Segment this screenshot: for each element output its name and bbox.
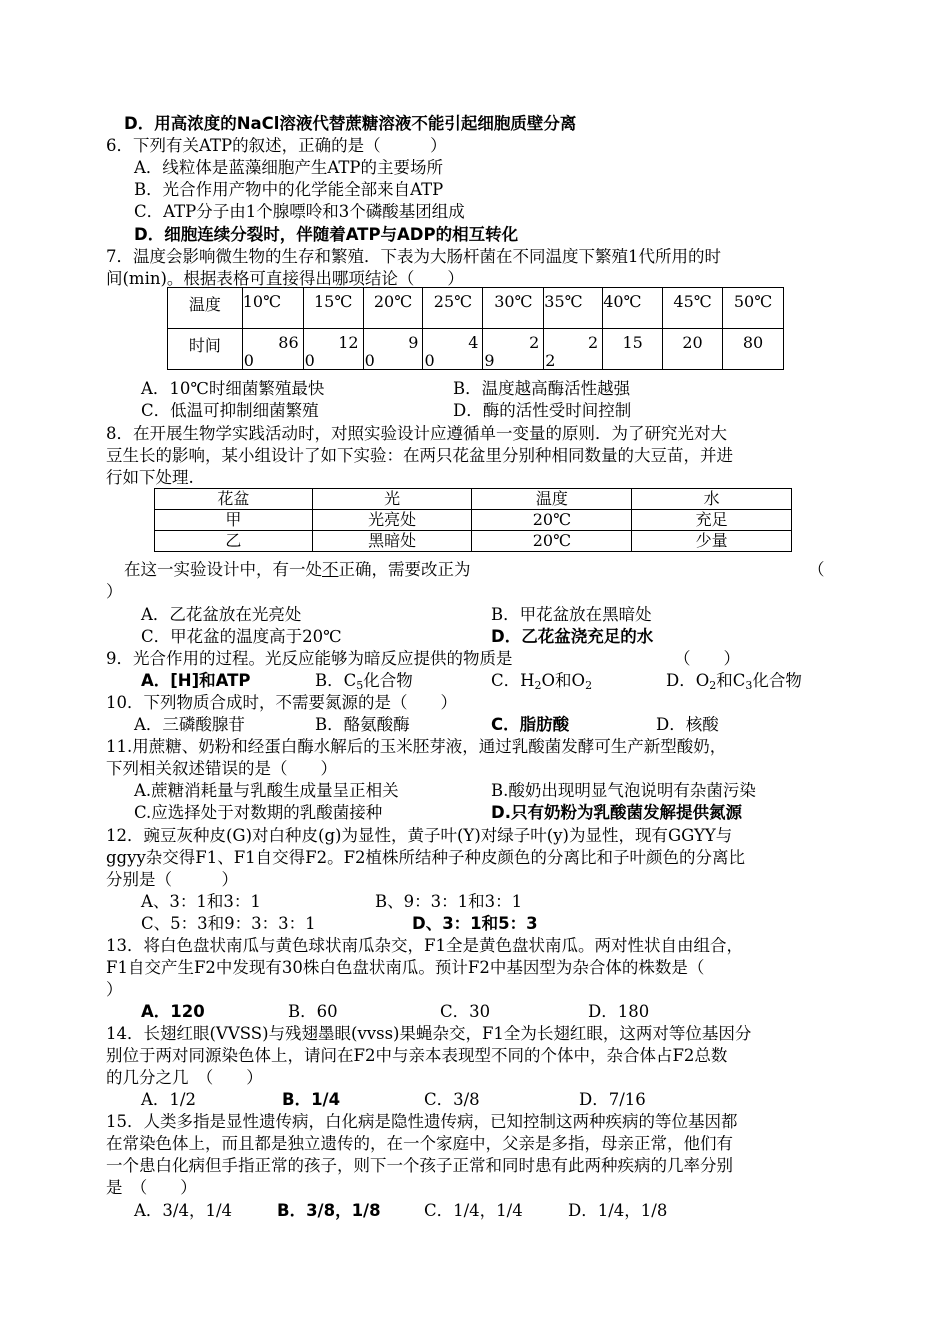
q13-option-b: B．60 xyxy=(288,1002,338,1021)
q10-option-b: B．酪氨酸酶 xyxy=(315,715,410,734)
q11-option-a: A.蔗糖消耗量与乳酸生成量呈正相关 xyxy=(134,781,399,800)
q14-option-a: A．1/2 xyxy=(141,1090,196,1109)
q9-stem: 9．光合作用的过程。光反应能够为暗反应提供的物质是 xyxy=(106,649,513,668)
q8-header-cell: 花盆 xyxy=(155,489,313,510)
q8-stem-line3: 行如下处理. xyxy=(106,468,194,487)
q7-time-value: 80 xyxy=(723,329,784,370)
q8-question-pre: 在这一实验设计中，有一处 xyxy=(124,560,322,579)
q9-d-text2: 和C xyxy=(716,671,746,690)
q8-cell: 黑暗处 xyxy=(312,531,472,552)
q11-option-d: D.只有奶粉为乳酸菌发解提供氮源 xyxy=(491,803,742,822)
q15-option-a: A．3/4，1/4 xyxy=(134,1201,233,1220)
q8-cell: 乙 xyxy=(155,531,313,552)
q6-stem: 6．下列有关ATP的叙述，正确的是（ ） xyxy=(106,136,447,155)
q8-cell: 光亮处 xyxy=(312,510,472,531)
q12-option-d: D、3：1和5：3 xyxy=(412,914,538,933)
q8-answer-paren-open: （ xyxy=(808,560,825,579)
q7-stem-line1: 7．温度会影响微生物的生存和繁殖．下表为大肠杆菌在不同温度下繁殖1代所用的时 xyxy=(106,247,721,266)
q8-option-d: D．乙花盆浇充足的水 xyxy=(491,627,654,646)
q8-experiment-table xyxy=(154,488,792,552)
q14-stem-line2: 别位于两对同源染色体上，请问在F2中与亲本表现型不同的个体中，杂合体占F2总数 xyxy=(106,1046,728,1065)
q8-header-cell: 光 xyxy=(312,489,472,510)
q9-b-text2: 化合物 xyxy=(363,671,413,690)
q7-time-value: 9 xyxy=(408,333,419,352)
q7-temp-cell: 15℃ xyxy=(303,288,363,329)
q7-temp-label: 温度 xyxy=(168,288,243,329)
q9-option-c xyxy=(491,670,592,692)
q9-option-a: A．[H]和ATP xyxy=(141,671,251,690)
q15-stem-line4: 是 （ ） xyxy=(106,1178,197,1197)
q7-time-value: 2 xyxy=(529,333,540,352)
q7-time-wrap: 2 xyxy=(545,351,556,370)
q15-option-c: C．1/4，1/4 xyxy=(424,1201,523,1220)
q10-option-d: D．核酸 xyxy=(656,715,719,734)
q7-temp-cell: 35℃ xyxy=(544,288,603,329)
q14-option-c: C．3/8 xyxy=(424,1090,480,1109)
q9-d-text: D．O xyxy=(666,671,710,690)
q8-table-row xyxy=(155,510,792,531)
q12-stem-line1: 12．豌豆灰种皮(G)对白种皮(g)为显性，黄子叶(Y)对绿子叶(y)为显性，现有GGYY与 xyxy=(106,826,733,845)
q12-stem-line2: ggyy杂交得F1、F1自交得F2。F2植株所结种子种皮颜色的分离比和子叶颜色的分离比 xyxy=(106,848,746,867)
q7-time-wrap: 0 xyxy=(424,351,435,370)
q7-temp-cell: 30℃ xyxy=(483,288,544,329)
q7-temperature-table xyxy=(167,287,784,370)
q13-stem-line2: F1自交产生F2中发现有30株白色盘状南瓜。预计F2中基因型为杂合体的株数是（ xyxy=(106,958,705,977)
q12-option-c: C、5：3和9：3：3：1 xyxy=(141,914,316,933)
q7-temp-row xyxy=(168,288,784,329)
q7-option-d: D．酶的活性受时间控制 xyxy=(453,401,632,420)
q13-stem-line1: 13．将白色盘状南瓜与黄色球状南瓜杂交，F1全是黄色盘状南瓜。两对性状自由组合， xyxy=(106,936,743,955)
q8-cell: 20℃ xyxy=(472,531,632,552)
q15-option-d: D．1/4，1/8 xyxy=(568,1201,668,1220)
q9-paren: （ ） xyxy=(674,649,740,668)
q9-c-sub2: 2 xyxy=(585,679,593,692)
q13-stem-line3: ） xyxy=(106,980,123,999)
q7-temp-cell: 40℃ xyxy=(603,288,663,329)
q7-temp-cell: 50℃ xyxy=(723,288,784,329)
q8-header-cell: 温度 xyxy=(472,489,632,510)
q7-time-value: 20 xyxy=(663,329,723,370)
q7-time-label: 时间 xyxy=(168,329,243,370)
q7-option-b: B．温度越高酶活性越强 xyxy=(453,379,631,398)
q15-stem-line1: 15．人类多指是显性遗传病，白化病是隐性遗传病，已知控制这两种疾病的等位基因都 xyxy=(106,1112,738,1131)
q8-cell: 充足 xyxy=(632,510,792,531)
q10-option-c: C．脂肪酸 xyxy=(491,715,570,734)
q7-time-row xyxy=(168,329,784,370)
q5-option-d: D．用高浓度的NaCl溶液代替蔗糖溶液不能引起细胞质壁分离 xyxy=(124,114,577,133)
q8-cell: 甲 xyxy=(155,510,313,531)
q7-time-value: 86 xyxy=(278,333,299,352)
q7-time-wrap: 0 xyxy=(364,351,375,370)
q7-temp-cell: 25℃ xyxy=(423,288,483,329)
q7-temp-cell: 10℃ xyxy=(242,288,303,329)
q7-time-value: 15 xyxy=(603,329,663,370)
q13-option-d: D．180 xyxy=(588,1002,650,1021)
q7-temp-cell: 20℃ xyxy=(363,288,423,329)
q7-temp-cell: 45℃ xyxy=(663,288,723,329)
q8-question-underlined: 不 xyxy=(322,560,339,579)
q9-c-text: C．H xyxy=(491,671,535,690)
q8-answer-paren-close: ） xyxy=(106,582,123,601)
q11-option-b: B.酸奶出现明显气泡说明有杂菌污染 xyxy=(491,781,756,800)
q14-stem-line3: 的几分之几 （ ） xyxy=(106,1068,263,1087)
q6-option-a: A．线粒体是蓝藻细胞产生ATP的主要场所 xyxy=(134,158,444,177)
q11-stem-line1: 11.用蔗糖、奶粉和经蛋白酶水解后的玉米胚芽液，通过乳酸菌发酵可生产新型酸奶， xyxy=(106,737,727,756)
q8-cell: 20℃ xyxy=(472,510,632,531)
q7-time-wrap: 0 xyxy=(243,351,254,370)
q8-stem-line1: 8．在开展生物学实践活动时，对照实验设计应遵循单一变量的原则．为了研究光对大 xyxy=(106,424,727,443)
q9-b-text: B．C xyxy=(315,671,357,690)
q8-cell: 少量 xyxy=(632,531,792,552)
q7-option-a: A．10℃时细菌繁殖最快 xyxy=(141,379,325,398)
q13-option-c: C．30 xyxy=(440,1002,491,1021)
q7-stem-line2: 间(min)。根据表格可直接得出哪项结论（ ） xyxy=(106,269,464,288)
q8-stem-line2: 豆生长的影响，某小组设计了如下实验：在两只花盆里分别种相同数量的大豆苗，并进 xyxy=(106,446,733,465)
q7-time-value: 12 xyxy=(338,333,359,352)
q8-option-c: C．甲花盆的温度高于20℃ xyxy=(141,627,342,646)
q6-option-c: C．ATP分子由1个腺嘌呤和3个磷酸基团组成 xyxy=(134,202,465,221)
q9-d-text3: 化合物 xyxy=(752,671,802,690)
q7-time-wrap: 0 xyxy=(304,351,315,370)
q10-stem: 10．下列物质合成时，不需要氮源的是（ ） xyxy=(106,693,457,712)
q14-stem-line1: 14．长翅红眼(VVSS)与残翅墨眼(vvss)果蝇杂交，F1全为长翅红眼，这两对等位基因分 xyxy=(106,1024,752,1043)
q9-c-text2: O和O xyxy=(541,671,586,690)
q15-stem-line2: 在常染色体上，而且都是独立遗传的，在一个家庭中，父亲是多指，母亲正常，他们有 xyxy=(106,1134,733,1153)
q11-stem-line2: 下列相关叙述错误的是（ ） xyxy=(106,759,337,778)
q7-time-value: 4 xyxy=(468,333,479,352)
q13-option-a: A．120 xyxy=(141,1002,205,1021)
q9-option-d xyxy=(666,670,802,692)
q11-option-c: C.应选择处于对数期的乳酸菌接种 xyxy=(134,803,383,822)
q9-option-b xyxy=(315,670,413,692)
q8-table-row xyxy=(155,531,792,552)
q15-option-b: B．3/8，1/8 xyxy=(277,1201,381,1220)
q8-question-post: 正确，需要改正为 xyxy=(338,560,471,579)
q8-question xyxy=(124,559,471,581)
q8-option-b: B．甲花盆放在黑暗处 xyxy=(491,605,652,624)
q8-option-a: A．乙花盆放在光亮处 xyxy=(141,605,302,624)
q7-option-c: C．低温可抑制细菌繁殖 xyxy=(141,401,319,420)
q14-option-d: D．7/16 xyxy=(579,1090,646,1109)
q9-d-sub2: 3 xyxy=(745,679,753,692)
q12-option-b: B、9：3：1和3：1 xyxy=(375,892,523,911)
q8-header-cell: 水 xyxy=(632,489,792,510)
q12-stem-line3: 分别是（ ） xyxy=(106,870,238,889)
q7-time-value: 2 xyxy=(588,333,599,352)
q6-option-b: B．光合作用产物中的化学能全部来自ATP xyxy=(134,180,444,199)
q6-option-d: D．细胞连续分裂时，伴随着ATP与ADP的相互转化 xyxy=(134,225,519,244)
q15-stem-line3: 一个患白化病但手指正常的孩子，则下一个孩子正常和同时患有此两种疾病的几率分别 xyxy=(106,1156,733,1175)
q9-d-sub: 2 xyxy=(709,679,717,692)
q9-c-sub: 2 xyxy=(534,679,542,692)
q14-option-b: B．1/4 xyxy=(282,1090,341,1109)
q8-table-header-row xyxy=(155,489,792,510)
q7-time-wrap: 9 xyxy=(484,351,495,370)
q12-option-a: A、3：1和3：1 xyxy=(141,892,261,911)
q9-b-sub: 5 xyxy=(356,679,364,692)
q10-option-a: A．三磷酸腺苷 xyxy=(134,715,245,734)
